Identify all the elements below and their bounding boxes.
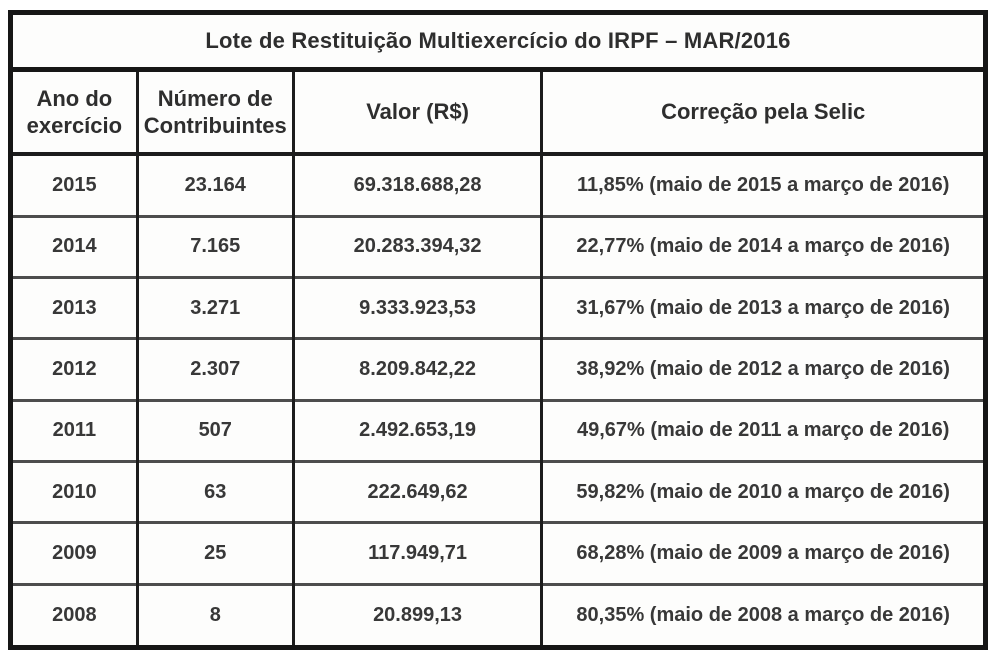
cell-value: 69.318.688,28 (293, 154, 542, 216)
cell-contributors: 2.307 (137, 339, 293, 400)
cell-selic: 11,85% (maio de 2015 a março de 2016) (542, 154, 986, 216)
cell-year: 2015 (52, 173, 97, 196)
cell-selic: 38,92% (maio de 2012 a março de 2016) (542, 339, 986, 400)
table-row (11, 216, 986, 277)
cell-contributors: 8 (137, 584, 293, 647)
cell-year: 2010 (11, 462, 138, 523)
cell-selic: 80,35% (maio de 2008 a março de 2016) (542, 584, 986, 647)
cell-value: 222.649,62 (293, 462, 542, 523)
cell-selic: 59,82% (maio de 2010 a março de 2016) (542, 462, 986, 523)
column-header-year: Ano do exercício (11, 70, 138, 155)
cell-selic: 22,77% (maio de 2014 a março de 2016) (542, 216, 986, 277)
cell-contributors: 23.164 (137, 154, 293, 216)
cell-value: 8.209.842,22 (293, 339, 542, 400)
cell-value: 9.333.923,53 (293, 278, 542, 339)
table-row (11, 400, 986, 461)
cell-contributors: 7.165 (137, 216, 293, 277)
cell-year: 2012 (11, 339, 138, 400)
restitution-table-wrap (8, 10, 988, 650)
cell-contributors: 3.271 (137, 278, 293, 339)
restitution-table (8, 10, 988, 650)
table-title-row (11, 13, 986, 70)
cell-selic: 49,67% (maio de 2011 a março de 2016) (542, 400, 986, 461)
cell-contributors: 25 (137, 523, 293, 584)
cell-selic: 31,67% (maio de 2013 a março de 2016) (542, 278, 986, 339)
table-row (11, 339, 986, 400)
table-row (11, 584, 986, 647)
cell-value: 20.283.394,32 (293, 216, 542, 277)
table-row (11, 154, 986, 216)
cell-year: 2014 (11, 216, 138, 277)
cell-value: 117.949,71 (293, 523, 542, 584)
cell-contributors: 63 (137, 462, 293, 523)
cell-year: 2008 (11, 584, 138, 647)
column-header-selic: Correção pela Selic (542, 70, 986, 155)
cell-contributors: 507 (137, 400, 293, 461)
table-row (11, 523, 986, 584)
table-row (11, 278, 986, 339)
column-header-contributors: Número de Contribuintes (137, 70, 293, 155)
cell-year: 2011 (11, 400, 138, 461)
cell-value: 20.899,13 (293, 584, 542, 647)
table-title: Lote de Restituição Multiexercício do IRPF – MAR/2016 (11, 13, 986, 70)
cell-value: 2.492.653,19 (293, 400, 542, 461)
cell-year: 2009 (11, 523, 138, 584)
cell-selic: 68,28% (maio de 2009 a março de 2016) (542, 523, 986, 584)
table-body (11, 154, 986, 648)
column-header-value: Valor (R$) (293, 70, 542, 155)
cell-year: 2013 (11, 278, 138, 339)
table-row (11, 462, 986, 523)
table-header-row (11, 70, 986, 155)
